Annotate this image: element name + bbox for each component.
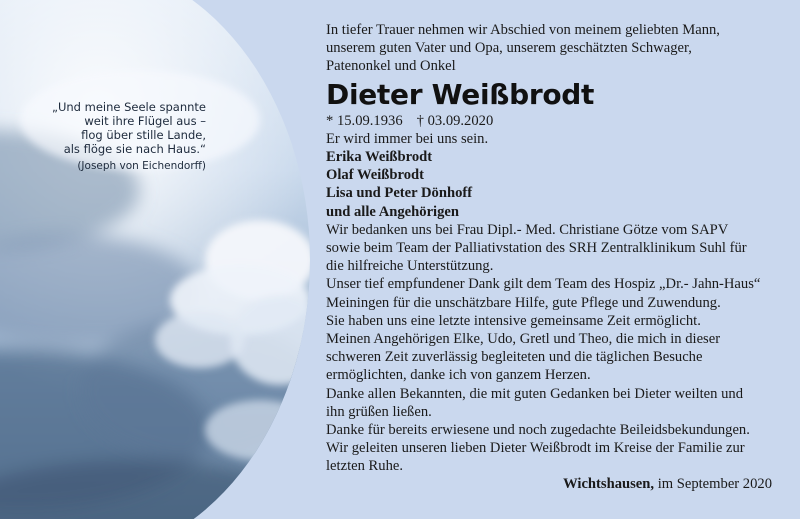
mourner-name: Lisa und Peter Dönhoff: [326, 185, 473, 202]
signature-line: [563, 476, 772, 493]
intro-line: Patenonkel und Onkel: [326, 58, 456, 75]
thanks-line: Danke für bereits erwiesene und noch zugedachte Beileidsbekundungen.: [326, 422, 750, 439]
mourner-name: Erika Weißbrodt: [326, 149, 433, 166]
life-dates: [326, 112, 786, 130]
cloud-sky-image: [0, 0, 310, 519]
thanks-line: letzten Ruhe.: [326, 458, 403, 475]
thanks-line: ihn grüßen ließen.: [326, 403, 432, 420]
quote-line: „Und meine Seele spannte: [52, 100, 206, 114]
intro-line: unserem guten Vater und Opa, unserem geschätzten Schwager,: [326, 40, 692, 57]
thanks-line: Danke allen Bekannten, die mit guten Gedanken bei Dieter weilten und: [326, 385, 743, 402]
thanks-line: Wir bedanken uns bei Frau Dipl.- Med. Christiane Götze vom SAPV: [326, 221, 729, 238]
obituary-text: [326, 21, 786, 476]
birth-date: * 15.09.1936: [326, 112, 403, 129]
quote-line: flog über stille Lande,: [81, 128, 206, 142]
thanks-line: Wir geleiten unseren lieben Dieter Weißbrodt im Kreise der Familie zur: [326, 440, 745, 457]
cloud-sky-illustration: [0, 0, 310, 519]
deceased-name: Dieter Weißbrodt: [326, 77, 595, 111]
epigraph-quote: [34, 100, 206, 173]
thanks-line: sowie beim Team der Palliativstation des SRH Zentralklinikum Suhl für: [326, 240, 747, 257]
death-date: † 03.09.2020: [416, 112, 494, 129]
signature-place: Wichtshausen,: [563, 476, 655, 492]
thanks-line: die hilfreiche Unterstützung.: [326, 258, 494, 275]
signature-date: im September 2020: [657, 476, 772, 492]
thanks-line: schweren Zeit zuverlässig begleiteten und die täglichen Besuche: [326, 349, 703, 366]
quote-line: als flöge sie nach Haus.“: [63, 142, 206, 156]
motto: Er wird immer bei uns sein.: [326, 130, 489, 147]
thanks-line: ermöglichten, danke ich von ganzem Herzen.: [326, 367, 591, 384]
mourner-name: und alle Angehörigen: [326, 203, 459, 220]
thanks-line: Unser tief empfundener Dank gilt dem Team des Hospiz „Dr.- Jahn-Haus“: [326, 276, 761, 293]
thanks-line: Sie haben uns eine letzte intensive gemeinsame Zeit ermöglicht.: [326, 312, 701, 329]
thanks-line: Meiningen für die unschätzbare Hilfe, gute Pflege und Zuwendung.: [326, 294, 721, 311]
quote-author: (Joseph von Eichendorff): [77, 160, 206, 172]
quote-line: weit ihre Flügel aus –: [84, 114, 206, 128]
intro-line: In tiefer Trauer nehmen wir Abschied von meinem geliebten Mann,: [326, 22, 720, 38]
thanks-line: Meinen Angehörigen Elke, Udo, Gretl und Theo, die mich in dieser: [326, 331, 721, 348]
mourner-name: Olaf Weißbrodt: [326, 167, 424, 184]
